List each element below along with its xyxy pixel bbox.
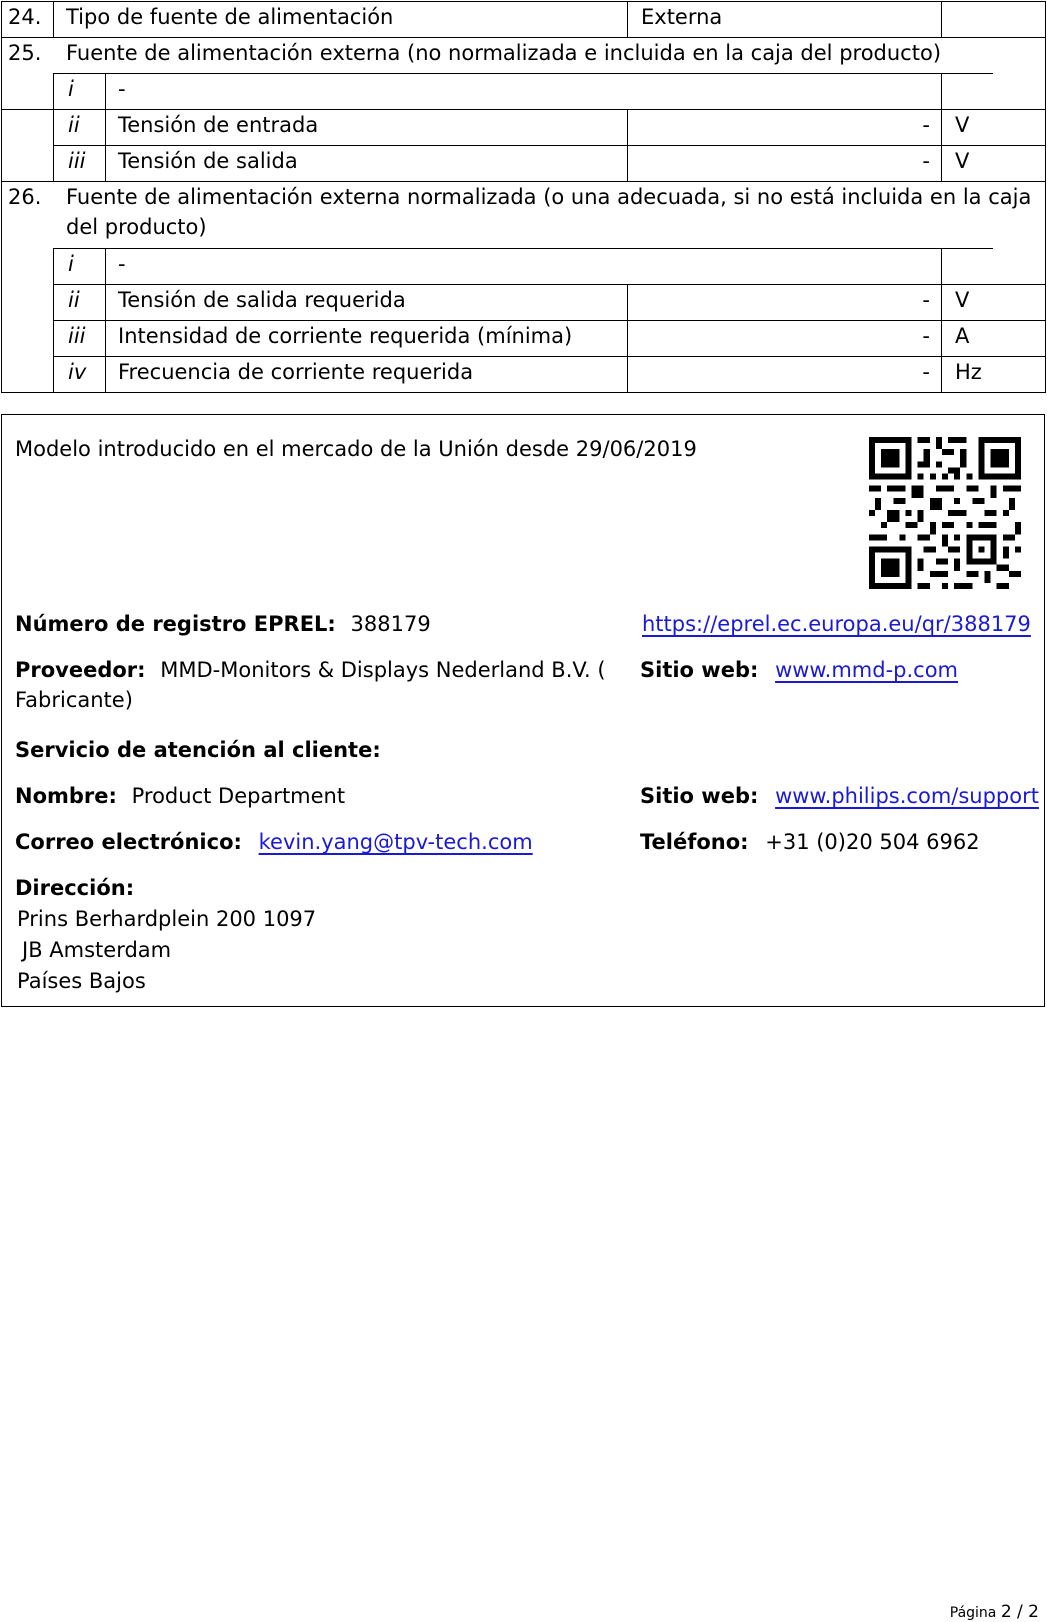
row-26-sub-iv-unit: Hz	[955, 360, 982, 384]
service-email	[15, 829, 533, 855]
row-26-sub-iii-value: -	[922, 324, 930, 348]
row-25-sub-i-label: -	[118, 77, 126, 101]
supplier-name-line1: MMD-Monitors & Displays Nederland B.V. (	[160, 658, 606, 682]
phone-value: +31 (0)20 504 6962	[765, 830, 980, 854]
row-26-sub-iv-label: Frecuencia de corriente requerida	[118, 360, 474, 384]
row-26-sub-iii-number: iii	[68, 324, 86, 348]
row-26-sub-ii-value: -	[922, 288, 930, 312]
eprel-qr-link[interactable]: https://eprel.ec.europa.eu/qr/388179	[642, 612, 1031, 636]
supplier-web-link[interactable]: www.mmd-p.com	[775, 658, 959, 682]
name-value: Product Department	[131, 784, 346, 808]
row-25-sub-ii-value: -	[922, 113, 930, 137]
row-25-sub-iii-value: -	[922, 149, 930, 173]
row-25-sub-ii-number: ii	[68, 113, 80, 137]
service-name	[15, 783, 345, 809]
supplier-label: Proveedor:	[15, 658, 146, 682]
service-web-link[interactable]: www.philips.com/support	[775, 784, 1039, 808]
address-line2: JB Amsterdam	[22, 938, 172, 962]
page-prefix: Página	[949, 1605, 997, 1621]
customer-service-heading: Servicio de atención al cliente:	[15, 738, 381, 762]
model-market-date: Modelo introducido en el mercado de la Unión desde 29/06/2019	[15, 437, 697, 461]
eprel-label: Número de registro EPREL:	[15, 612, 336, 636]
row-25-sub-iii-number: iii	[68, 149, 86, 173]
eprel-number: 388179	[350, 612, 431, 636]
eprel-registration	[15, 611, 431, 637]
supplier-name-line2: Fabricante)	[15, 688, 133, 712]
service-web-label: Sitio web:	[640, 784, 759, 808]
row-24-number: 24.	[8, 5, 42, 29]
row-24-label: Tipo de fuente de alimentación	[66, 5, 394, 29]
row-26-number: 26.	[8, 185, 42, 209]
row-26-sub-iv-value: -	[922, 360, 930, 384]
address-line3: Países Bajos	[17, 969, 146, 993]
row-25-title: Fuente de alimentación externa (no normalizada e incluida en la caja del producto)	[66, 41, 942, 65]
row-26-sub-iv-number: iv	[68, 360, 87, 384]
row-26-sub-ii-label: Tensión de salida requerida	[118, 288, 406, 312]
row-26-sub-iii-label: Intensidad de corriente requerida (mínima)	[118, 324, 573, 348]
row-26-title-line1: Fuente de alimentación externa normalizada (o una adecuada, si no está incluida en la caja	[66, 185, 1032, 209]
row-24-value: Externa	[641, 5, 723, 29]
email-link[interactable]: kevin.yang@tpv-tech.com	[258, 830, 533, 854]
supplier-web-label: Sitio web:	[640, 658, 759, 682]
row-26-sub-i-label: -	[118, 252, 126, 276]
name-label: Nombre:	[15, 784, 117, 808]
supplier-website	[640, 657, 958, 683]
phone-label: Teléfono:	[640, 830, 749, 854]
row-25-sub-iii-unit: V	[955, 149, 970, 173]
page-number	[950, 1602, 1039, 1622]
qr-code-icon	[869, 437, 1021, 589]
row-25-number: 25.	[8, 41, 42, 65]
row-25-sub-i-number: i	[68, 77, 74, 101]
row-25-sub-ii-unit: V	[955, 113, 970, 137]
service-phone	[640, 829, 980, 855]
row-25-sub-ii-label: Tensión de entrada	[118, 113, 319, 137]
row-26-sub-iii-unit: A	[955, 324, 970, 348]
row-26-sub-ii-number: ii	[68, 288, 80, 312]
address-line1: Prins Berhardplein 200 1097	[17, 907, 317, 931]
row-26-title-line2: del producto)	[66, 215, 207, 239]
address-label: Dirección:	[15, 876, 135, 900]
row-26-sub-i-number: i	[68, 252, 74, 276]
email-label: Correo electrónico:	[15, 830, 242, 854]
supplier	[15, 657, 606, 683]
service-website	[640, 783, 1039, 809]
page-count: 2 / 2	[1000, 1602, 1039, 1622]
row-26-sub-ii-unit: V	[955, 288, 970, 312]
row-25-sub-iii-label: Tensión de salida	[118, 149, 298, 173]
